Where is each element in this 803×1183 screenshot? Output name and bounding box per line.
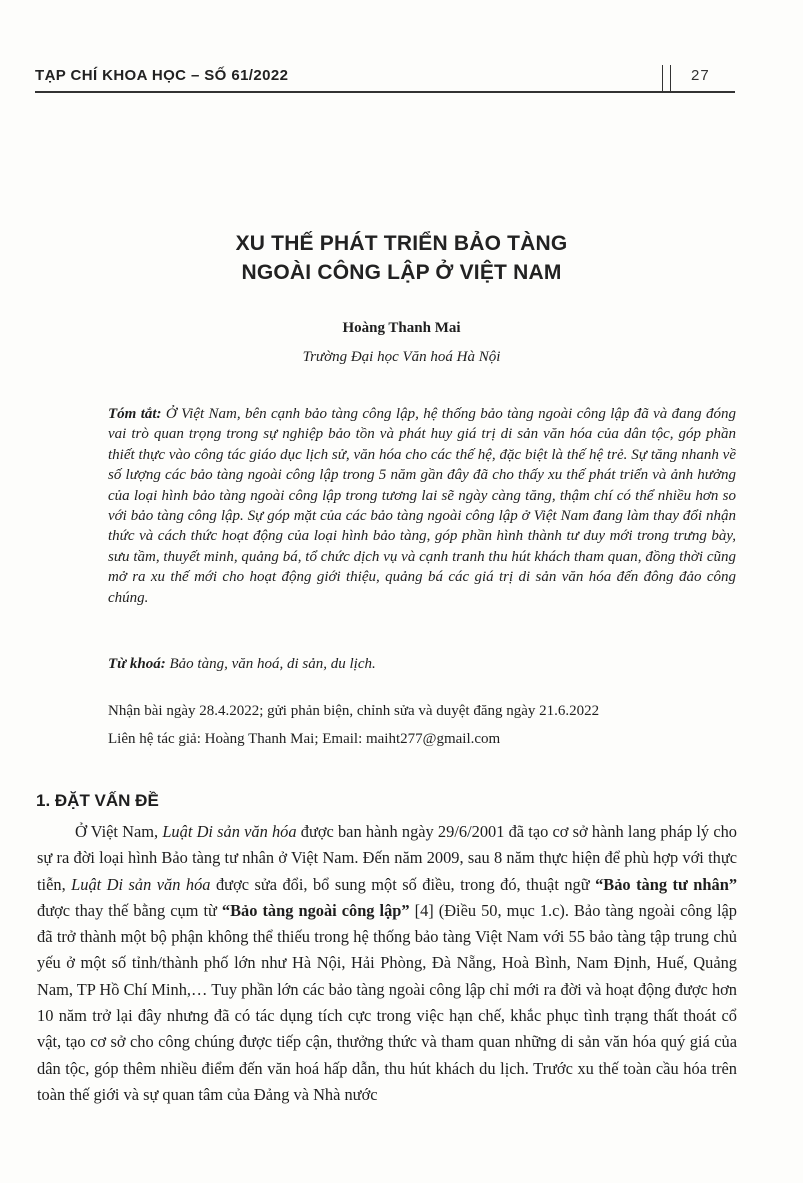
keywords-text: Bảo tàng, văn hoá, di sản, du lịch. (169, 656, 376, 672)
author-affiliation: Trường Đại học Văn hoá Hà Nội (302, 349, 501, 365)
title-line-2: NGOÀI CÔNG LẬP Ở VIỆT NAM (241, 261, 562, 284)
term-private-museum: “Bảo tàng tư nhân” (595, 874, 738, 894)
abstract-text: Ở Việt Nam, bên cạnh bảo tàng công lập, hệ thống bảo tàng ngoài công lập đã và đang đóng vai trò quan trọng trong sự nghiệp bảo tồn và phát huy giá trị di sản văn hóa của dân tộc, góp phần thiết thực vào công tác giáo dục lịch sử, văn hóa cho các thế hệ, đặc biệt là thế hệ trẻ. Sự tăng nhanh về số lượng các bảo tàng ngoài công lập trong 5 năm gần đây đã cho thấy xu thế phát triển và ảnh hưởng của loại hình bảo tàng ngoài công lập trong tương lai sẽ ngày càng tăng, thậm chí có thể nhiều hơn so với bảo tàng công lập. Sự góp mặt của các bảo tàng ngoài công lập ở Việt Nam đang làm thay đổi nhận thức và cách thức hoạt động của loại hình bảo tàng, góp phần hình thành tư duy mới trong trưng bày, sưu tầm, thuyết minh, quảng bá, tổ chức dịch vụ và cạnh tranh thu hút khách tham quan, đồng thời cũng mở ra xu thế mới cho hoạt động giới thiệu, quảng bá các giá trị di sản văn hóa đến đông đảo công chúng. (108, 406, 736, 606)
header-rule (35, 91, 735, 93)
p1-b: được ban hành ngày 29/6/2001 đã tạo cơ sở hành lang pháp lý cho sự ra đời loại hình Bảo tàng tư nhân ở Việt Nam. Đến năm 2009, sau 8 năm thực hiện để phù hợp với thực tiễn, (37, 822, 737, 894)
abstract-label: Tóm tắt: (108, 406, 162, 422)
received-note: Nhận bài ngày 28.4.2022; gửi phản biện, chỉnh sửa và duyệt đăng ngày 21.6.2022 (108, 703, 600, 719)
keywords-label: Từ khoá: (108, 656, 166, 672)
p1-d: được thay thế bằng cụm từ (37, 900, 222, 920)
journal-title: TẠP CHÍ KHOA HỌC – SỐ 61/2022 (35, 67, 289, 84)
author-name: Hoàng Thanh Mai (342, 320, 461, 336)
header-separator (662, 65, 671, 91)
page-number: 27 (691, 67, 710, 84)
p1-a: Ở Việt Nam, (75, 822, 163, 841)
p1-c: được sửa đổi, bổ sung một số điều, trong đó, thuật ngữ (210, 874, 596, 894)
keywords (108, 656, 736, 673)
law-name-2: Luật Di sản văn hóa (71, 874, 211, 894)
contact-note: Liên hệ tác giả: Hoàng Thanh Mai; Email: maiht277@gmail.com (108, 731, 501, 747)
section-heading: 1. ĐẶT VẤN ĐỀ (36, 791, 159, 810)
body-paragraph (37, 819, 737, 1108)
article-title (0, 229, 803, 287)
abstract (108, 404, 736, 608)
law-name-1: Luật Di sản văn hóa (162, 822, 297, 841)
term-non-public-museum: “Bảo tàng ngoài công lập” (221, 900, 410, 920)
p1-e: [4] (Điều 50, mục 1.c). Bảo tàng ngoài công lập đã trở thành một bộ phận không thể thiếu trong hệ thống bảo tàng Việt Nam với 55 bảo tàng tập trung chủ yếu ở một số tỉnh/thành phố lớn như Hà Nội, Hải Phòng, Đà Nẵng, Hoà Bình, Nam Định, Huế, Quảng Nam, TP Hồ Chí Minh,… Tuy phần lớn các bảo tàng ngoài công lập chỉ mới ra đời và hoạt động được hơn 10 năm trở lại đây nhưng đã có tác dụng tích cực trong việc hạn chế, khắc phục tình trạng thất thoát cổ vật, tạo cơ sở cho công chúng được tiếp cận, thưởng thức và tham quan những di sản văn hóa quý giá của dân tộc, góp thêm nhiều điểm đến văn hoá hấp dẫn, thu hút khách du lịch. Trước xu thế toàn cầu hóa trên toàn thế giới và sự quan tâm của Đảng và Nhà nước (37, 900, 737, 1104)
title-line-1: XU THẾ PHÁT TRIỂN BẢO TÀNG (235, 232, 568, 255)
running-header (35, 67, 735, 93)
